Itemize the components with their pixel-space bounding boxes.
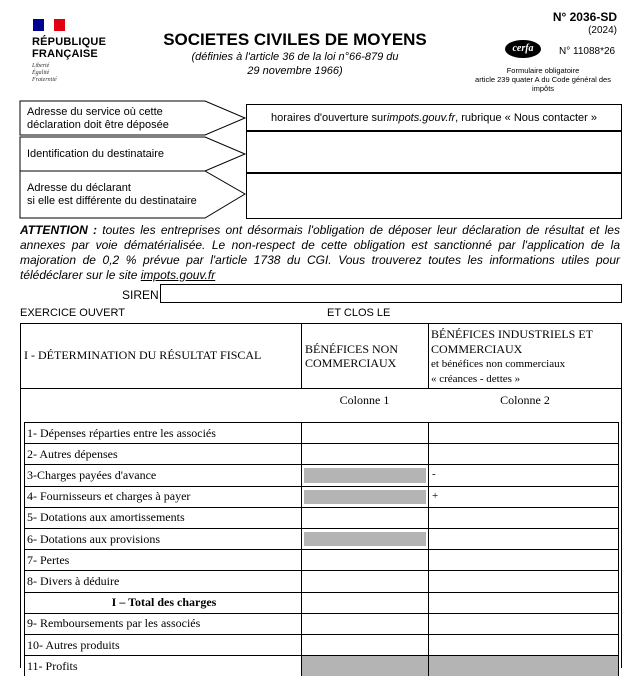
service-label-line1: Adresse du service où cette [27, 106, 163, 118]
col2-input[interactable] [428, 422, 619, 443]
col2-input[interactable] [428, 507, 619, 528]
row-label: 9- Remboursements par les associés [24, 613, 301, 634]
table-bottom-strip [20, 676, 622, 680]
clos-le-label: ET CLOS LE [327, 307, 391, 319]
row-label: 10- Autres produits [24, 634, 301, 655]
declarant-label-line1: Adresse du déclarant [27, 182, 131, 194]
col2-input[interactable] [428, 613, 619, 634]
col1-input[interactable] [301, 549, 428, 570]
service-label-line2: déclaration doit être déposée [27, 119, 169, 131]
col1-input[interactable] [301, 486, 428, 507]
col2-input[interactable] [428, 655, 619, 676]
col2-input[interactable] [428, 592, 619, 613]
service-value-suffix: , rubrique « Nous contacter » [455, 111, 597, 124]
declarant-label-line2: si elle est différente du destinataire [27, 195, 197, 207]
col1-input[interactable] [301, 464, 428, 485]
col1-disabled-fill [304, 468, 426, 482]
col2-input[interactable] [428, 634, 619, 655]
col1-header [305, 342, 398, 370]
row-label: 7- Pertes [24, 549, 301, 570]
form-title: SOCIETES CIVILES DE MOYENS [163, 30, 427, 49]
col2-header-line1: BÉNÉFICES INDUSTRIELS ET [431, 327, 593, 341]
row-label: I – Total des charges [24, 592, 301, 613]
col1-header-line1: BÉNÉFICES NON [305, 342, 399, 356]
row-label: 6- Dotations aux provisions [24, 528, 301, 549]
col1-input[interactable] [301, 422, 428, 443]
service-address-field[interactable] [246, 104, 622, 131]
attention-text: toutes les entreprises ont désormais l'obligation de déposer leur déclaration de résultat et les annexes par voie dématérialisée. Le non-respect de cette obligation est sanctionné par l'application de la majoration de 0,2 % prévue par l'article 1738 du CGI. Vous trouverez toutes les informations utiles pour télédéclarer sur le site [20, 223, 620, 282]
col1-input[interactable] [301, 570, 428, 591]
row-label: 11- Profits [24, 655, 301, 676]
col2-input[interactable] [428, 443, 619, 464]
header-divider [20, 388, 622, 389]
service-value-prefix: horaires d'ouverture sur [271, 111, 387, 124]
col1-input[interactable] [301, 443, 428, 464]
cerfa-number: N° 11088*26 [559, 46, 616, 57]
col1-input[interactable] [301, 634, 428, 655]
form-number: N° 2036-SD [552, 10, 617, 24]
col2-header [431, 327, 593, 387]
row-label: 1- Dépenses réparties entre les associés [24, 422, 301, 443]
col1-input[interactable] [301, 507, 428, 528]
obligatory-line3: impôts [531, 84, 555, 93]
col1-input[interactable] [301, 528, 428, 549]
row-label: 8- Divers à déduire [24, 570, 301, 591]
section-title: I - DÉTERMINATION DU RÉSULTAT FISCAL [24, 348, 262, 362]
col1-name: Colonne 1 [339, 393, 390, 407]
service-value-site: impots.gouv.fr [386, 111, 456, 124]
motto-egalite: Égalité [32, 70, 50, 76]
col1-disabled-fill [304, 490, 426, 504]
row-sign: - [432, 468, 436, 481]
siren-label: SIREN [122, 288, 159, 302]
subtitle-line2: 29 novembre 1966) [247, 65, 343, 77]
col1-input[interactable] [301, 592, 428, 613]
col1-input[interactable] [301, 655, 428, 676]
cerfa-logo-icon: cerfa [505, 40, 541, 58]
row-label: 3-Charges payées d'avance [24, 464, 301, 485]
republic-line2: FRANÇAISE [32, 48, 98, 60]
motto-fraternite: Fraternité [32, 77, 57, 83]
form-year: (2024) [588, 25, 617, 36]
service-address-label [20, 103, 210, 135]
col2-input[interactable] [428, 464, 619, 485]
obligatory-line1: Formulaire obligatoire [506, 66, 580, 75]
col2-header-line4: « créances - dettes » [431, 373, 521, 385]
obligatory-line2: article 239 quater A du Code général des [475, 75, 611, 84]
col1-disabled-fill [304, 532, 426, 546]
republic-line1: RÉPUBLIQUE [32, 36, 107, 48]
col2-name: Colonne 2 [500, 393, 550, 407]
attention-notice [20, 223, 620, 283]
col2-header-line3: et bénéfices non commerciaux [431, 358, 566, 370]
col2-input[interactable] [428, 570, 619, 591]
attention-link[interactable]: impots.gouv.fr [140, 268, 216, 282]
siren-input[interactable] [160, 284, 622, 303]
recipient-field[interactable] [246, 131, 622, 173]
declarant-address-label [20, 172, 220, 218]
exercice-ouvert-label: EXERCICE OUVERT [20, 307, 125, 319]
motto-liberte: Liberté [32, 63, 50, 69]
attention-lead: ATTENTION : [20, 223, 98, 237]
col2-input[interactable] [428, 549, 619, 570]
row-label: 2- Autres dépenses [24, 443, 301, 464]
col1-header-line2: COMMERCIAUX [305, 356, 397, 370]
col2-input[interactable] [428, 486, 619, 507]
row-label: 4- Fournisseurs et charges à payer [24, 486, 301, 507]
row-label: 5- Dotations aux amortissements [24, 507, 301, 528]
subtitle-line1: (définies à l'article 36 de la loi n°66-879 du [191, 51, 399, 63]
col2-input[interactable] [428, 528, 619, 549]
header-col-divider-2 [428, 323, 429, 388]
col2-header-line2: COMMERCIAUX [431, 342, 523, 356]
recipient-label: Identification du destinataire [27, 147, 164, 160]
declarant-address-field[interactable] [246, 173, 622, 219]
row-sign: + [432, 489, 439, 502]
header-col-divider-1 [301, 323, 302, 388]
col1-input[interactable] [301, 613, 428, 634]
